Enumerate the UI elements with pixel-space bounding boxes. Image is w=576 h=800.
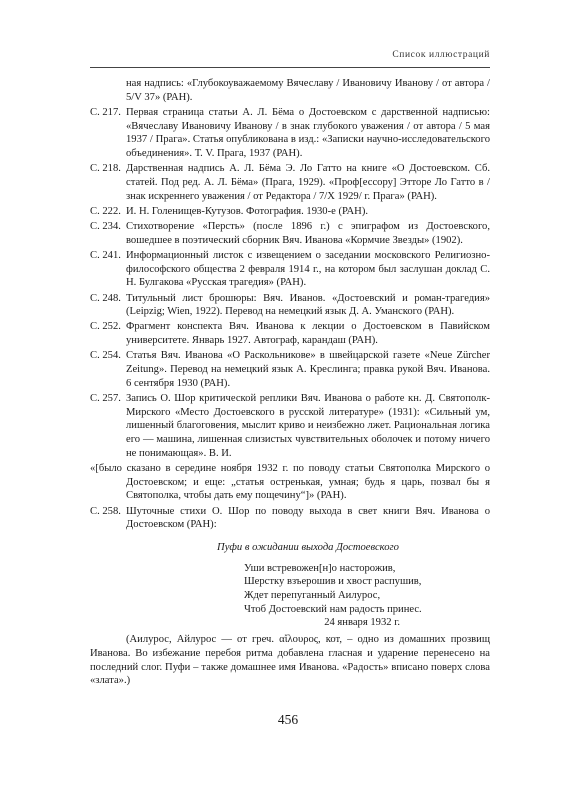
page-ref: С. 248. — [90, 292, 121, 304]
entry-text: И. Н. Голенищев-Кутузов. Фотография. 1930-е (РАН). — [126, 205, 368, 217]
entry-text: Фрагмент конспекта Вяч. Иванова к лекции о Достоевском в Павийском университете. Январь 1927. Автограф, карандаш (РАН). — [126, 321, 490, 347]
entry-text: Стихотворение «Персть» (после 1896 г.) с эпиграфом из Достоевского, вошедшее в поэтический сборник Вяч. Иванова «Кормчие Звезды» (1902). — [126, 221, 490, 246]
list-item — [90, 392, 490, 461]
list-item — [90, 320, 490, 347]
entry-text: Запись О. Шор критической реплики Вяч. Иванова о работе кн. Д. Святополк-Мирского «Место Достоевского в русской литературе» (1931): «Сильный ум, лишенный благоговения, мыслит криво и неизбежно лжет. Рациональная логика его — машина, лишенная слизистых чувствительных оболочек и потому ничего не понимающая». В. И. — [126, 392, 490, 459]
poem — [244, 562, 490, 617]
running-header-title: Список иллюстраций — [392, 50, 490, 60]
list-item — [90, 349, 490, 390]
bracketed-quote: «[было сказано в середине ноября 1932 г. по поводу статьи Святополка Мирского о Достоевском; и еще: „статья остренькая, умная; будь я царь, позвал бы я Святополка, чтобы дать ему пощечину“]» (РАН). — [90, 462, 490, 502]
entry-text: Шуточные стихи О. Шор по поводу выхода в свет книги Вяч. Иванова о Достоевском (РАН): — [126, 505, 490, 531]
page-ref: С. 234. — [90, 221, 121, 233]
poem-line: Ждет перепуганный Аилурос, — [244, 590, 381, 602]
list-item — [90, 220, 490, 247]
entry-text: Титульный лист брошюры: Вяч. Иванов. «Достоевский и роман-трагедия» (Leipzig; Wien, 1922). Перевод на немецкий язык Д. А. Уманского (РАН). — [126, 292, 490, 318]
continuation-text: ная надпись: «Глубокоуважаемому Вячеславу / Ивановичу Иванову / от автора / 5/V 37» (РАН). — [126, 78, 490, 103]
header-rule — [90, 67, 490, 68]
entry-text: Первая страница статьи А. Л. Бёма о Достоевском с дарственной надписью: «Вячеславу Ивановичу Иванову / в знак глубокого уважения / от автора / 5 мая 1937 / Прага». Статья опубликована в изд.: «Записки научно-исследовательского объединения». Т. V. Прага, 1937 (РАН). — [126, 106, 490, 160]
poem-line: Уши встревожен[н]о насторожив, — [244, 562, 396, 574]
entry-text: Дарственная надпись А. Л. Бёма Э. Ло Гатто на книге «О Достоевском. Сб. статей. Под ред. А. Л. Бёма» (Прага, 1929). «Проф[ессору] Этторе Ло Гатто в / знак искреннего уважения / от Редактора / 7/X 1929/ г. Прага» (РАН). — [126, 163, 490, 202]
page-ref: С. 257. — [90, 392, 121, 404]
list-item — [90, 292, 490, 319]
running-header — [90, 50, 490, 70]
page-ref: С. 252. — [90, 321, 121, 333]
page-ref: С. 254. — [90, 350, 121, 362]
entry-text: Информационный листок с извещением о заседании московского Религиозно-философского общества 2 февраля 1914 г., на котором был заслушан доклад С. Н. Булгакова «Русская трагедия» (РАН). — [126, 249, 490, 289]
poem-title: Пуфи в ожидании выхода Достоевского — [217, 542, 399, 553]
entry-text: Статья Вяч. Иванова «О Раскольникове» в швейцарской газете «Neue Zürcher Zeitung». Перевод на немецкий язык А. Креслинга; правка рукой Вяч. Иванова. 6 сентября 1930 (РАН). — [126, 350, 490, 389]
page-number: 456 — [277, 712, 299, 727]
page-body — [90, 77, 490, 688]
page-ref: С. 258. — [90, 505, 121, 517]
page-ref: С. 217. — [90, 106, 121, 118]
list-item — [90, 249, 490, 290]
page-ref: С. 218. — [90, 163, 121, 175]
poem-date: 24 января 1932 г. — [324, 617, 400, 629]
list-item — [90, 505, 490, 532]
poem-line: Чтоб Достоевский нам радость принес. — [244, 603, 422, 615]
list-item — [90, 106, 490, 161]
poem-line: Шерстку взъерошив и хвост распушив, — [244, 576, 422, 588]
editorial-note: (Аилурос, Айлурос — от греч. αἴλουρος, кот, – одно из домашних прозвищ Иванова. Во избежание перебоя ритма добавлена гласная и ударение перенесено на последний слог. Пуфи – также домашнее имя Иванова. «Радость» вписано поверх слова «злата».) — [90, 634, 490, 687]
page-ref: С. 241. — [90, 249, 121, 261]
list-item — [90, 162, 490, 203]
page-ref: С. 222. — [90, 205, 121, 217]
list-item — [90, 205, 490, 219]
